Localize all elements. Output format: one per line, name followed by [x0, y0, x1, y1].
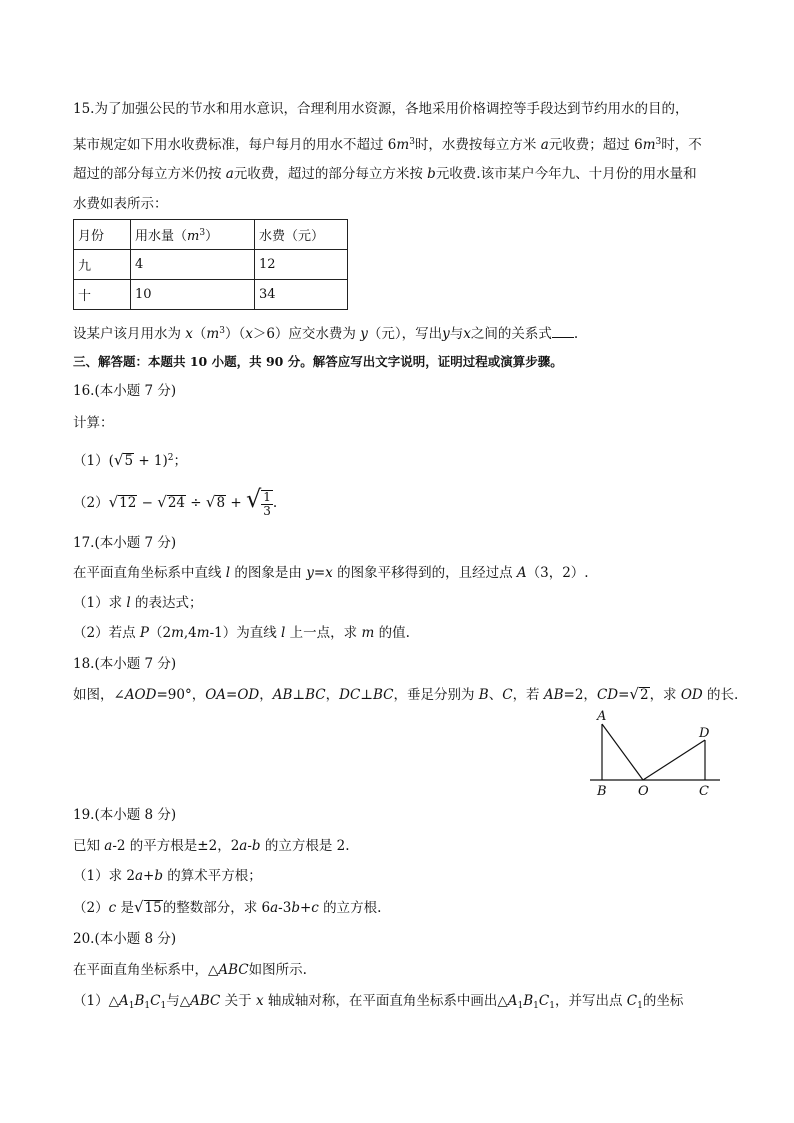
q15-line2: 某市规定如下用水收费标准，每户每月的用水不超过 $6m^3$时，水费按每立方米 a元收费；超过 $6m^3$时，不	[73, 137, 702, 153]
table-cell: 34	[255, 280, 348, 310]
q19-heading: 19.(本小题 8 分)	[73, 807, 177, 823]
table-row	[74, 280, 348, 310]
table-cell: 九	[74, 250, 131, 280]
label-c: C	[699, 784, 709, 799]
q15-line3: 超过的部分每立方米仍按 a元收费，超过的部分每立方米按 b元收费.该市某户今年九、十月份的用水量和	[73, 166, 697, 182]
section-3-heading: 三、解答题：本题共 10 小题，共 90 分。解答应写出文字说明，证明过程或演算步骤。	[73, 354, 563, 369]
segment-od	[643, 740, 705, 780]
table-header-row	[74, 220, 348, 250]
label-d: D	[699, 726, 710, 741]
q19-line3: （2）c 是√15的整数部分，求 6a-3b+c 的立方根.	[73, 898, 382, 916]
q18-heading: 18.(本小题 7 分)	[73, 656, 177, 672]
q17-line2: （1）求 l 的表达式；	[73, 595, 203, 611]
water-fee-table	[73, 219, 348, 310]
q18-geometry-figure	[580, 700, 725, 800]
label-b: B	[597, 784, 607, 799]
table-cell: 4	[131, 250, 255, 280]
q20-line2: $(1)\triangle A_1B_1C_1$与△ABC 关于 x 轴成轴对称，在平面直角坐标系中画出$\triangle A_1B_1C_1$，并写出点 $C_1$的坐标	[73, 993, 684, 1011]
q16-heading: 16.(本小题 7 分)	[73, 383, 177, 399]
table-cell: 十	[74, 280, 131, 310]
table-cell: 用水量$(m^3)$	[131, 220, 255, 250]
q17-line3: （2）若点 P（2m,4m-1）为直线 l 上一点，求 m 的值.	[73, 625, 410, 641]
q20-line1: 在平面直角坐标系中，△ABC如图所示.	[73, 962, 307, 978]
q15-line1: 15.为了加强公民的节水和用水意识，合理利用水资源，各地采用价格调控等手段达到节约用水的目的，	[73, 101, 689, 117]
table-row	[74, 250, 348, 280]
q16-part1: $(1)(√5 + 1)^2$；	[73, 451, 188, 469]
table-cell: 月份	[74, 220, 131, 250]
table-cell: 12	[255, 250, 348, 280]
label-a: A	[597, 709, 607, 724]
q16-part2: （2）√12 − √24 ÷ √8 + √ $\frac{1}{3}$ .	[73, 485, 278, 518]
q18-line1: 如图，∠AOD=90°，OA=OD，AB⊥BC，DC⊥BC，垂足分别为 B、C，若 AB=2，CD=√2，求 OD 的长.	[73, 685, 739, 703]
q19-line2: （1）求 2a+b 的算术平方根；	[73, 868, 262, 884]
segment-ao	[602, 724, 643, 780]
q15-line5: 设某户该月用水为 $x(m^3)(x>6)$应交水费为 y（元），写出y与x之间的关系式 .	[73, 326, 579, 342]
q15-line4: 水费如表所示：	[73, 196, 168, 212]
label-o: O	[638, 784, 649, 799]
q17-heading: 17.(本小题 7 分)	[73, 535, 177, 551]
table-cell: 10	[131, 280, 255, 310]
q19-line1: 已知 a-2 的平方根是±2，2a-b 的立方根是 2.	[73, 838, 350, 854]
q17-line1: 在平面直角坐标系中直线 l 的图象是由 y=x 的图象平移得到的，且经过点 A（3，2）.	[73, 565, 589, 581]
table-cell: 水费（元）	[255, 220, 348, 250]
q20-heading: 20.(本小题 8 分)	[73, 931, 177, 947]
q16-calc-label: 计算：	[73, 415, 114, 431]
answer-blank	[552, 325, 574, 338]
